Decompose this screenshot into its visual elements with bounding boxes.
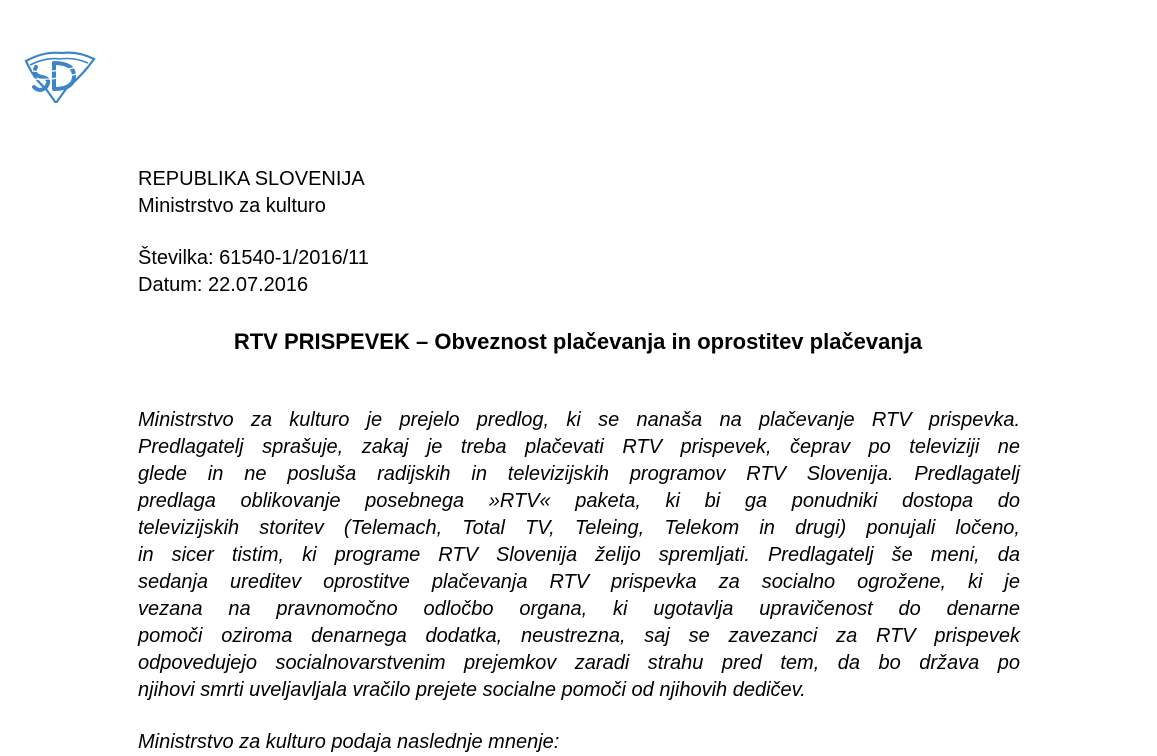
body-line: in sicer tistim, ki programe RTV Slovenija želijo spremljati. Predlagatelj še meni, da	[138, 544, 1020, 566]
document-date: Datum: 22.07.2016	[138, 274, 309, 296]
body-line: odpovedujejo socialnovarstvenim prejemkov zaradi strahu pred tem, da bo država po	[138, 652, 1020, 674]
body-paragraph	[138, 407, 1020, 704]
ministry-name: Ministrstvo za kulturo	[138, 195, 326, 217]
body-line: Ministrstvo za kulturo je prejelo predlog, ki se nanaša na plačevanje RTV prispevka.	[138, 409, 1020, 431]
document-title: RTV PRISPEVEK – Obveznost plačevanja in oprostitev plačevanja	[233, 329, 923, 354]
body-line: njihovi smrti uveljavljala vračilo prejete socialne pomoči od njihovih dedičev.	[138, 679, 806, 701]
body-line: predlaga oblikovanje posebnega »RTV« paketa, ki bi ga ponudniki dostopa do	[138, 490, 1020, 512]
body-line: pomoči oziroma denarnega dodatka, neustrezna, saj se zavezanci za RTV prispevek	[138, 625, 1020, 647]
next-paragraph: Ministrstvo za kulturo podaja naslednje mnenje:	[138, 731, 560, 753]
document-header	[138, 166, 365, 220]
body-line: glede in ne posluša radijskih in televizijskih programov RTV Slovenija. Predlagatelj	[138, 463, 1020, 485]
body-line: vezana na pravnomočno odločbo organa, ki ugotavlja upravičenost do denarne	[138, 598, 1020, 620]
country-name: REPUBLIKA SLOVENIJA	[138, 168, 365, 190]
document-meta	[138, 245, 369, 299]
document-number: Številka: 61540-1/2016/11	[138, 247, 369, 269]
body-line: Predlagatelj sprašuje, zakaj je treba plačevati RTV prispevek, čeprav po televiziji ne	[138, 436, 1020, 458]
body-line: sedanja ureditev oprostitve plačevanja RTV prispevka za socialno ogrožene, ki je	[138, 571, 1020, 593]
body-line: televizijskih storitev (Telemach, Total TV, Teleing, Telekom in drugi) ponujali ločeno,	[138, 517, 1020, 539]
shield-logo-icon	[22, 49, 96, 103]
ministry-logo	[22, 49, 96, 103]
